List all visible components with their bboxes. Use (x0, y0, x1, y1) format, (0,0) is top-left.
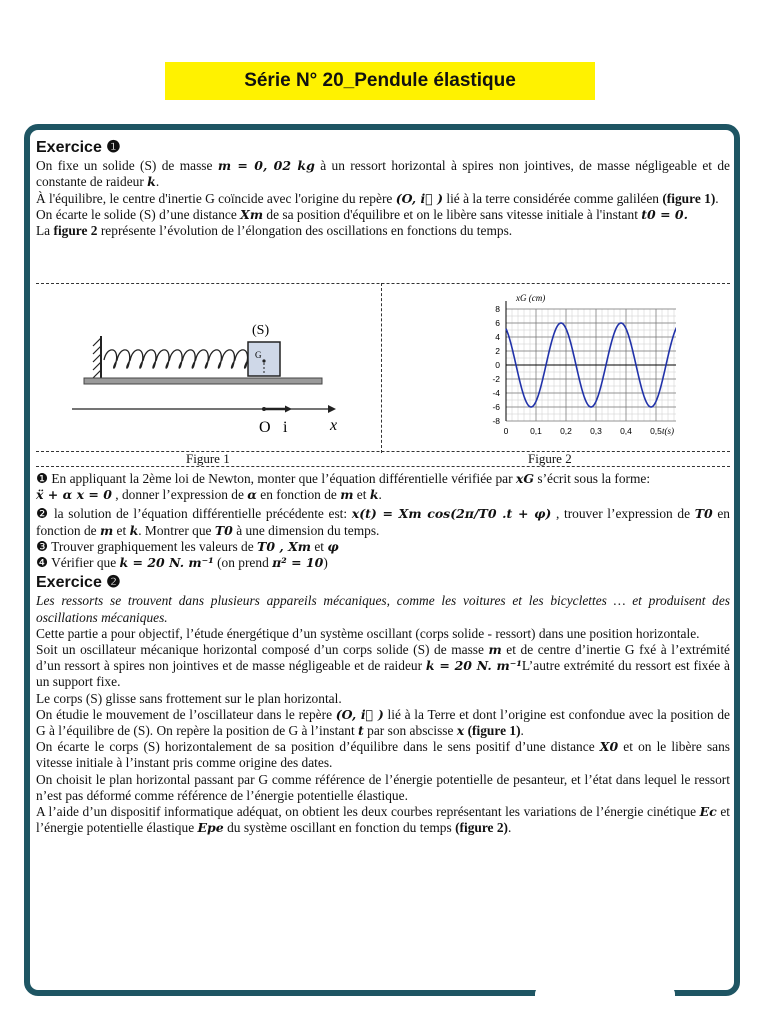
y-tick-label: -6 (492, 402, 500, 412)
question-1 (36, 471, 730, 487)
ex2-x-symbol: x (456, 723, 465, 739)
ex2-figure-2-ref: (figure 2) (455, 820, 508, 836)
q2-t0b: T0 (214, 522, 233, 538)
q2-m: m (99, 522, 114, 538)
q1-b: s’écrit sous la forme: (534, 471, 651, 486)
solid-label: (S) (252, 323, 270, 338)
x-tick-label: 0 (503, 426, 509, 436)
chart-x-tick-labels (504, 426, 663, 436)
spring (104, 350, 248, 368)
exercise-1-heading: Exercice ❶ (36, 139, 121, 156)
y-tick-label: 8 (495, 304, 500, 314)
ec-symbol: Ec (699, 804, 717, 820)
ex1-p1-c: . (155, 174, 160, 190)
ex2-p7-c: du système oscillant en fonction du temps (223, 820, 456, 836)
phi-symbol: φ (327, 538, 339, 554)
q1-c: , donner l’expression de (111, 487, 248, 503)
ex2-k-value: k = 20 N. m⁻¹ (425, 658, 522, 674)
pi-approx: π² = 10 (272, 555, 324, 571)
x-tick-label: 0,1 (530, 426, 542, 436)
figure-1-label: Figure 1 (186, 451, 230, 466)
ex2-paragraph-5 (36, 739, 730, 771)
ex2-p4-c: par son abscisse (363, 723, 457, 739)
q2-e: . Montrer que (138, 522, 215, 538)
frame-ref: (O, i⃗ ) (395, 190, 443, 206)
q2-k: k (129, 522, 139, 538)
q2-f: à une dimension du temps. (232, 522, 380, 538)
ex2-p2-a: Soit un oscillateur mécanique horizontal composé d’un corps solide (S) de masse (36, 642, 489, 658)
ex2-p5-b: et on le libère sans vitesse initiale à l’instant pris comme origine des dates. (36, 739, 731, 771)
q3-b: et (311, 538, 328, 554)
ex1-paragraph-3 (36, 207, 730, 223)
y-tick-label: 2 (495, 346, 500, 356)
question-1-line-2 (36, 487, 730, 503)
ex2-p2-b: et de centre d’inertie G fxé à l’extrémité d’un ressort à spires non jointives et de masse négligeable et de raideur (36, 642, 730, 674)
ex1-paragraph-4 (36, 223, 730, 239)
q3-values: T0 , Xm (257, 538, 311, 554)
q4-c: ) (323, 555, 328, 571)
ex1-p2-b: lié à la terre considérée comme galiléen (443, 190, 663, 206)
series-title: Série N° 20_Pendule élastique (165, 62, 595, 100)
chart-y-label: xG (cm) (516, 293, 546, 303)
ex2-paragraph-1: Cette partie a pour objectif, l’étude énergétique d’un système oscillant (corps solide - ressort) dans une position horizontale. (36, 625, 700, 641)
q2-d: et (113, 522, 130, 538)
q1-a: ❶ En appliquant la 2ème loi de Newton, monter que l’équation différentielle vérifiée par (36, 471, 516, 486)
ex2-paragraph-6: On choisit le plan horizontal passant par G comme référence de l’énergie potentielle de pesanteur, et l’état dans lequel le ressort n’est pas déformé comme référence de l’énergie potentielle élastique. (36, 771, 730, 803)
ex1-p1-a: On fixe un solide (S) de masse (36, 158, 218, 174)
unit-vector-label: i (283, 419, 288, 436)
ex2-paragraph-4 (36, 707, 730, 739)
question-3 (36, 539, 730, 555)
ex1-p3-b: de sa position d'équilibre et on le libère sans vitesse initiale à l'instant (263, 206, 642, 222)
q2-c: en fonction de (36, 506, 730, 538)
figure-2-chart (436, 287, 676, 449)
wall-hatching (93, 338, 101, 378)
ex2-x0-symbol: X0 (599, 739, 619, 755)
ex2-p2-c: L’autre extrémité du ressort est fixée à un support fixe. (36, 658, 730, 690)
ex1-p2-a: À l'équilibre, le centre d'inertie G coïncide avec l'origine du repère (36, 190, 396, 206)
frame-tab (535, 986, 675, 1002)
t0-value: t0 = 0. (641, 206, 688, 222)
dashed-separator-middle (381, 283, 382, 453)
ex1-paragraph-1 (36, 158, 730, 190)
ex1-p4-a: La (36, 223, 54, 239)
question-4 (36, 555, 730, 571)
alpha-symbol: α (247, 487, 257, 503)
ex2-frame-ref: (O, i⃗ ) (335, 706, 384, 722)
chart-axes (506, 301, 676, 421)
xg-symbol: xG (515, 471, 535, 486)
y-tick-label: 4 (495, 332, 500, 342)
exercise-1-questions (36, 471, 730, 836)
dashed-separator-bottom (36, 466, 730, 467)
ex2-paragraph-3: Le corps (S) glisse sans frottement sur le plan horizontal. (36, 690, 342, 706)
x-axis-arrow (328, 405, 336, 413)
exercise-1-text (36, 136, 730, 239)
ex2-p4-b: lié à la Terre et dont l’origine est confondue avec la position de G à l’équilibre de (S). On repère la position de G à l’instant (36, 706, 730, 739)
mass-value: m = 0, 02 kg (217, 158, 315, 174)
ex2-p4-d: . (520, 723, 524, 739)
ex2-figure-1-ref: (figure 1) (464, 723, 521, 739)
axis-label: x (330, 417, 338, 434)
ex2-p7-b: et l’énergie potentielle élastique (36, 804, 730, 836)
figure-2-ref: figure 2 (53, 223, 98, 239)
q2-b: , trouver l’expression de (551, 506, 695, 522)
chart-x-label: t(s) (662, 426, 674, 436)
k-value: k = 20 N. m⁻¹ (119, 555, 214, 571)
ex2-intro: Les ressorts se trouvent dans plusieurs appareils mécaniques, comme les voitures et les bicyclettes … et produisent des oscillations mécaniques. (36, 593, 730, 625)
ex1-p4-b: représente l’évolution de l’élongation des oscillations en fonctions du temps. (97, 223, 513, 239)
dashed-separator-top (36, 283, 730, 284)
question-2 (36, 506, 730, 538)
stiffness-symbol: k (147, 174, 156, 190)
y-tick-label: -8 (492, 416, 500, 426)
horizontal-support (84, 378, 322, 384)
figure-1-diagram (66, 308, 376, 436)
unit-vector-arrow (285, 406, 292, 413)
origin-dot (262, 407, 266, 411)
exercise-2-heading: Exercice ❷ (36, 574, 121, 592)
q1-f: . (378, 487, 382, 503)
center-g-label: G (255, 350, 262, 360)
solution-equation: x(t) = Xm cos(2π/T0 .t + φ) (351, 506, 552, 522)
xm-symbol: Xm (240, 206, 264, 222)
q1-m: m (340, 487, 354, 503)
y-tick-label: 6 (495, 318, 500, 328)
ex1-p2-c: . (715, 190, 719, 206)
x-tick-label: 0,3 (590, 426, 602, 436)
x-tick-label: 0,4 (620, 426, 632, 436)
q4-b: (on prend (213, 555, 273, 571)
q1-k: k (369, 487, 379, 503)
solid-s (248, 342, 280, 376)
figure-2-label: Figure 2 (528, 451, 572, 466)
dashed-separator-mid (36, 451, 730, 452)
center-g-dot (262, 359, 265, 362)
figure-1-ref: (figure 1) (662, 190, 716, 206)
x-tick-label: 0,5 (650, 426, 662, 436)
x-tick-label: 0,2 (560, 426, 572, 436)
ex1-p1-b: à un ressort horizontal à spires non jointives, de masse négligeable et de constante de raideur (36, 158, 730, 190)
q1-d: en fonction de (256, 487, 341, 503)
chart-y-tick-labels (492, 304, 500, 426)
differential-equation: ẍ + α x = 0 (36, 487, 112, 503)
origin-label: O (259, 419, 271, 436)
q3-a: ❸ Trouver graphiquement les valeurs de (36, 538, 258, 554)
ex2-p7-a: A l’aide d’un dispositif informatique adéquat, on obtient les deux courbes représentant les variations de l’énergie cinétique (36, 804, 700, 820)
y-tick-label: -2 (492, 374, 500, 384)
y-tick-label: -4 (492, 388, 500, 398)
ex1-paragraph-2 (36, 191, 730, 207)
q2-a: ❷ la solution de l’équation différentielle précédente est: (36, 506, 352, 522)
q1-e: et (353, 487, 370, 503)
q2-t0: T0 (694, 506, 713, 522)
ex2-p5-a: On écarte le corps (S) horizontalement de sa position d’équilibre dans le sens positif d’une distance (36, 739, 600, 755)
ex2-p4-a: On étudie le mouvement de l’oscillateur dans le repère (36, 706, 336, 722)
ex2-mass-symbol: m (488, 642, 502, 658)
q4-a: ❹ Vérifier que (36, 555, 120, 571)
figures-zone (36, 283, 730, 468)
ex1-p3-a: On écarte le solide (S) d’une distance (36, 206, 241, 222)
ex2-p7-d: . (508, 820, 512, 836)
ex2-t-symbol: t (358, 723, 364, 739)
ex2-paragraph-2 (36, 642, 730, 691)
y-tick-label: 0 (495, 360, 500, 370)
ex2-paragraph-7 (36, 804, 730, 836)
epe-symbol: Epe (197, 820, 224, 836)
